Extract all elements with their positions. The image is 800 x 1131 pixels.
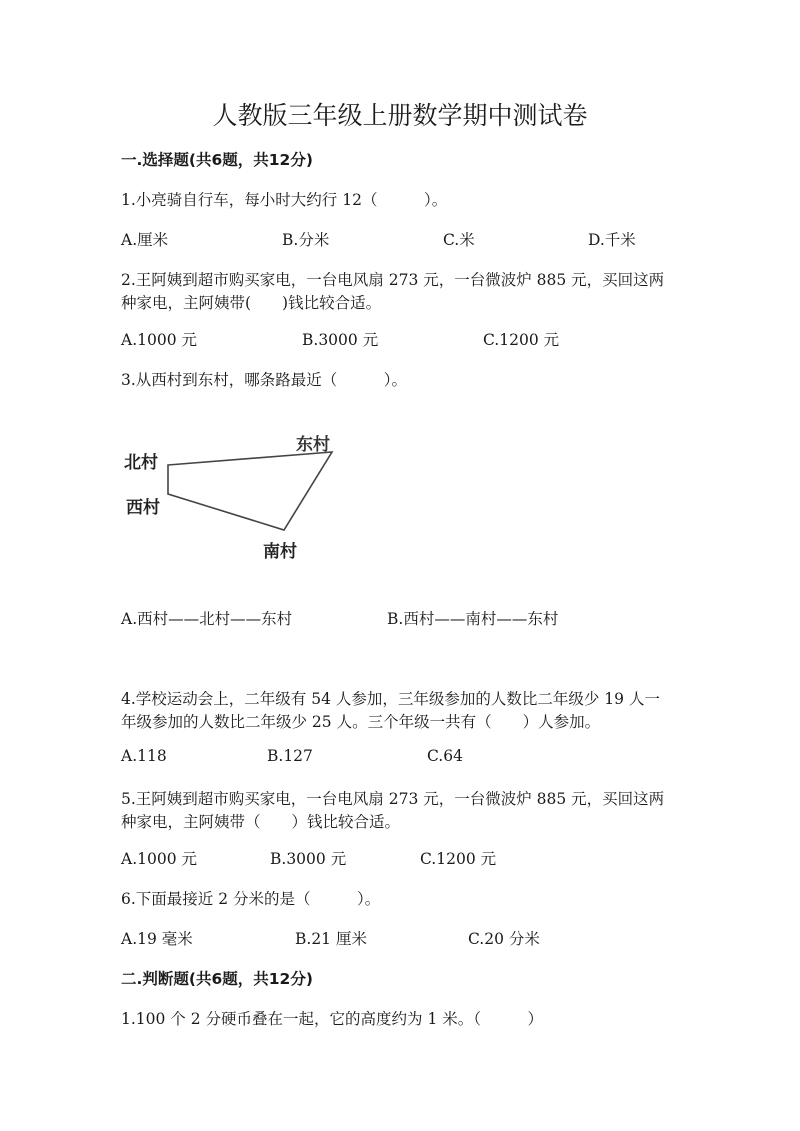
question-5-option-c[interactable]: C.1200 元 — [420, 850, 497, 868]
label-east-village: 东村 — [296, 435, 330, 455]
question-2-option-c[interactable]: C.1200 元 — [483, 331, 560, 349]
question-6-option-a[interactable]: A.19 毫米 — [121, 930, 193, 948]
question-2-stem-line2: 种家电，主阿姨带( )钱比较合适。 — [121, 294, 382, 312]
label-north-village: 北村 — [124, 453, 158, 473]
question-6-option-b[interactable]: B.21 厘米 — [295, 930, 367, 948]
page-title: 人教版三年级上册数学期中测试卷 — [212, 101, 588, 130]
question-4-stem-line2: 年级参加的人数比二年级少 25 人。三个年级一共有（ ）人参加。 — [121, 713, 601, 731]
question-5-option-a[interactable]: A.1000 元 — [121, 850, 197, 868]
question-1-option-d[interactable]: D.千米 — [588, 231, 636, 249]
question-1-option-b[interactable]: B.分米 — [282, 231, 330, 249]
route-quadrilateral — [168, 452, 332, 530]
judgement-question-1-stem: 1.100 个 2 分硬币叠在一起，它的高度约为 1 米。（ ） — [121, 1010, 543, 1028]
question-2-option-a[interactable]: A.1000 元 — [121, 331, 197, 349]
question-2-option-b[interactable]: B.3000 元 — [302, 331, 379, 349]
question-1-option-a[interactable]: A.厘米 — [121, 231, 169, 249]
question-3-option-b[interactable]: B.西村——南村——东村 — [387, 610, 559, 628]
question-4-option-a[interactable]: A.118 — [121, 747, 167, 765]
question-5-stem-line2: 种家电，主阿姨带（ ）钱比较合适。 — [121, 813, 401, 831]
question-6-stem: 6.下面最接近 2 分米的是（ ）。 — [121, 890, 381, 908]
question-5-option-b[interactable]: B.3000 元 — [270, 850, 347, 868]
label-west-village: 西村 — [126, 498, 160, 518]
question-4-stem-line1: 4.学校运动会上，二年级有 54 人参加，三年级参加的人数比二年级少 19 人一 — [121, 690, 660, 708]
question-6-option-c[interactable]: C.20 分米 — [468, 930, 540, 948]
question-5-stem-line1: 5.王阿姨到超市购买家电，一台电风扇 273 元，一台微波炉 885 元，买回这两 — [121, 790, 665, 808]
question-4-option-c[interactable]: C.64 — [427, 747, 463, 765]
question-4-option-b[interactable]: B.127 — [267, 747, 313, 765]
question-3-option-a[interactable]: A.西村——北村——东村 — [121, 610, 293, 628]
question-3-stem: 3.从西村到东村，哪条路最近（ ）。 — [121, 371, 408, 389]
label-south-village: 南村 — [263, 542, 297, 562]
question-1-option-c[interactable]: C.米 — [443, 231, 475, 249]
question-1-stem: 1.小亮骑自行车，每小时大约行 12（ ）。 — [121, 191, 448, 209]
section-heading-choice: 一.选择题(共6题，共12分) — [121, 151, 313, 169]
section-heading-judgement: 二.判断题(共6题，共12分) — [121, 970, 313, 988]
question-2-stem-line1: 2.王阿姨到超市购买家电，一台电风扇 273 元，一台微波炉 885 元，买回这两 — [121, 271, 665, 289]
village-route-figure — [110, 420, 350, 570]
